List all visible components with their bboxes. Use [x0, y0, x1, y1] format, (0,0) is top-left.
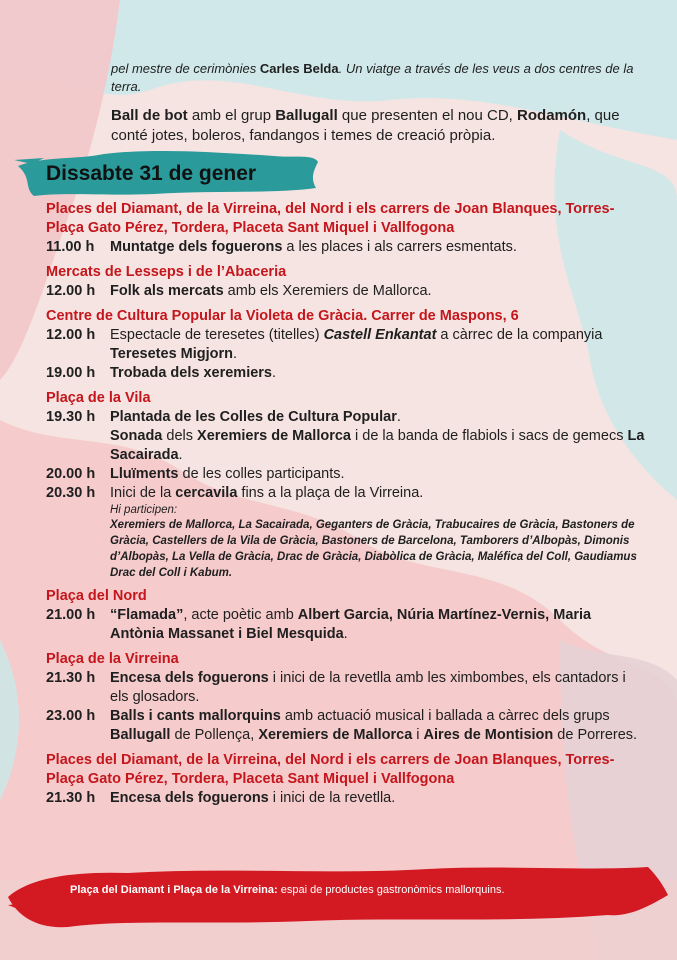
text: “Flamada” — [110, 607, 184, 623]
participants-label: Hi participen: — [110, 504, 178, 516]
text: , acte poètic amb — [183, 607, 298, 623]
event-time: 19.30 h — [46, 409, 96, 425]
intro-line-1 — [111, 60, 641, 96]
event-description — [110, 408, 646, 427]
text: Muntatge dels foguerons — [110, 239, 283, 255]
event-row — [46, 707, 646, 745]
text: . — [272, 365, 277, 381]
text: amb actuació musical i ballada a càrrec dels grups — [280, 708, 610, 724]
intro-block — [111, 60, 641, 146]
text: fins a la plaça de la Virreina. — [237, 485, 424, 501]
text: de Porreres. — [553, 727, 638, 743]
text: i — [412, 727, 424, 743]
event-description — [110, 465, 646, 484]
event-description — [110, 606, 646, 644]
text: . — [396, 409, 401, 425]
event-time: 21.00 h — [46, 607, 96, 623]
text: espai de productes gastronòmics mallorquins. — [277, 884, 505, 896]
text: i de la banda de flabiols i sacs de gemecs — [351, 428, 628, 444]
venue-heading: Plaça de la Vila — [46, 390, 151, 406]
event-description — [110, 427, 646, 465]
event-description — [110, 669, 646, 707]
text: a les places i als carrers esmentats. — [282, 239, 517, 255]
text: . Un viatge a través de les veus a dos centres de la terra. — [111, 61, 634, 94]
text: amb els Xeremiers de Mallorca. — [223, 283, 432, 299]
show-title: Castell Enkantat — [323, 327, 437, 343]
text: pel mestre de cerimònies — [111, 61, 260, 76]
event-time: 21.30 h — [46, 790, 96, 806]
text: Encesa dels foguerons — [110, 790, 269, 806]
event-row — [46, 606, 646, 644]
text: Albert Garcia, Núria Martínez-Vernis, Maria Antònia Massanet i Biel Mesquida — [110, 607, 592, 642]
text: Trobada dels xeremiers — [110, 365, 272, 381]
text: Plaça del Diamant i Plaça de la Virreina: — [70, 884, 278, 896]
event-row — [46, 484, 646, 503]
text: . — [178, 447, 183, 463]
venue-heading: Centre de Cultura Popular la Violeta de Gràcia. Carrer de Maspons, 6 — [46, 308, 519, 324]
event-row — [46, 408, 646, 427]
text: a càrrec de la companyia — [436, 327, 603, 343]
event-description — [110, 238, 646, 257]
event-time: 21.30 h — [46, 670, 96, 686]
venue-heading: Mercats de Lesseps i de l’Abaceria — [46, 264, 287, 280]
text: Espectacle de teresetes (titelles) — [110, 327, 324, 343]
text: , que conté jotes, boleros, fandangos i temes de creació pròpia. — [111, 107, 620, 144]
event-row — [46, 789, 646, 808]
event-row — [46, 282, 646, 301]
event-description — [110, 789, 646, 808]
text: i inici de la revetlla. — [268, 790, 396, 806]
album-name: Rodamón — [517, 107, 587, 124]
text: Aires de Montision — [423, 727, 554, 743]
event-row — [46, 669, 646, 707]
day-title: Dissabte 31 de gener — [46, 162, 257, 185]
event-row — [46, 238, 646, 257]
event-description — [110, 282, 646, 301]
event-row — [46, 427, 646, 465]
text: dels — [162, 428, 198, 444]
text: Plantada de les Colles de Cultura Popular — [110, 409, 397, 425]
text: Sonada — [110, 428, 163, 444]
intro-line-2 — [111, 106, 641, 146]
event-row — [46, 465, 646, 484]
text: Balls i cants mallorquins — [110, 708, 281, 724]
event-description — [110, 326, 646, 364]
text: amb el grup — [187, 107, 276, 124]
event-time: 12.00 h — [46, 327, 96, 343]
program — [46, 200, 646, 808]
text: Teresetes Migjorn — [110, 346, 234, 362]
text: de Pollença, — [170, 727, 259, 743]
text: Xeremiers de Mallorca — [258, 727, 413, 743]
text: . — [233, 346, 238, 362]
participants-list: Xeremiers de Mallorca, La Sacairada, Geganters de Gràcia, Trabucaires de Gràcia, Bastoners de Gràcia, Castellers de la Vila de Gràcia, Bastoners de Barcelona, Tamborers d’Albopàs, Dimonis d’Albopàs, La Vella de Gràcia, Drac de Gràcia, Diabòlica de Gràcia, Maléfica del Coll, Gaudiamus Drac del Coll i Kabum. — [110, 519, 637, 579]
performer-name: Carles Belda — [259, 61, 339, 76]
event-time-empty — [46, 427, 110, 465]
text: . — [343, 626, 348, 642]
event-time: 12.00 h — [46, 283, 96, 299]
event-time: 19.00 h — [46, 365, 96, 381]
event-description — [110, 484, 646, 503]
text: Encesa dels foguerons — [110, 670, 269, 686]
event-row — [46, 326, 646, 364]
venue-heading: Plaça de la Virreina — [46, 651, 179, 667]
text: Xeremiers de Mallorca — [197, 428, 351, 444]
event-name: Ball de bot — [111, 107, 188, 124]
footer-note — [70, 884, 630, 896]
event-time: 20.30 h — [46, 485, 96, 501]
event-description — [110, 364, 646, 383]
event-row — [46, 364, 646, 383]
text: Lluïments — [110, 466, 179, 482]
venue-heading: Places del Diamant, de la Virreina, del Nord i els carrers de Joan Blanques, Torres-Plaça Gato Pérez, Tordera, Placeta Sant Miquel i Vallfogona — [46, 201, 615, 236]
footer-banner-brush — [8, 857, 668, 937]
event-time: 23.00 h — [46, 708, 96, 724]
text: cercavila — [175, 485, 238, 501]
venue-heading: Places del Diamant, de la Virreina, del Nord i els carrers de Joan Blanques, Torres-Plaça Gato Pérez, Tordera, Placeta Sant Miquel i Vallfogona — [46, 752, 615, 787]
event-time: 20.00 h — [46, 466, 96, 482]
venue-heading: Plaça del Nord — [46, 588, 147, 604]
text: La Sacairada — [110, 428, 645, 463]
text: de les colles participants. — [178, 466, 345, 482]
group-name: Ballugall — [275, 107, 338, 124]
text: i inici de la revetlla amb les ximbombes, els cantadors i els glosadors. — [110, 670, 626, 705]
text: Ballugall — [110, 727, 171, 743]
text: Folk als mercats — [110, 283, 224, 299]
text: que presenten el nou CD, — [337, 107, 518, 124]
event-time: 11.00 h — [46, 239, 95, 255]
event-description — [110, 707, 646, 745]
text: Inici de la — [110, 485, 176, 501]
